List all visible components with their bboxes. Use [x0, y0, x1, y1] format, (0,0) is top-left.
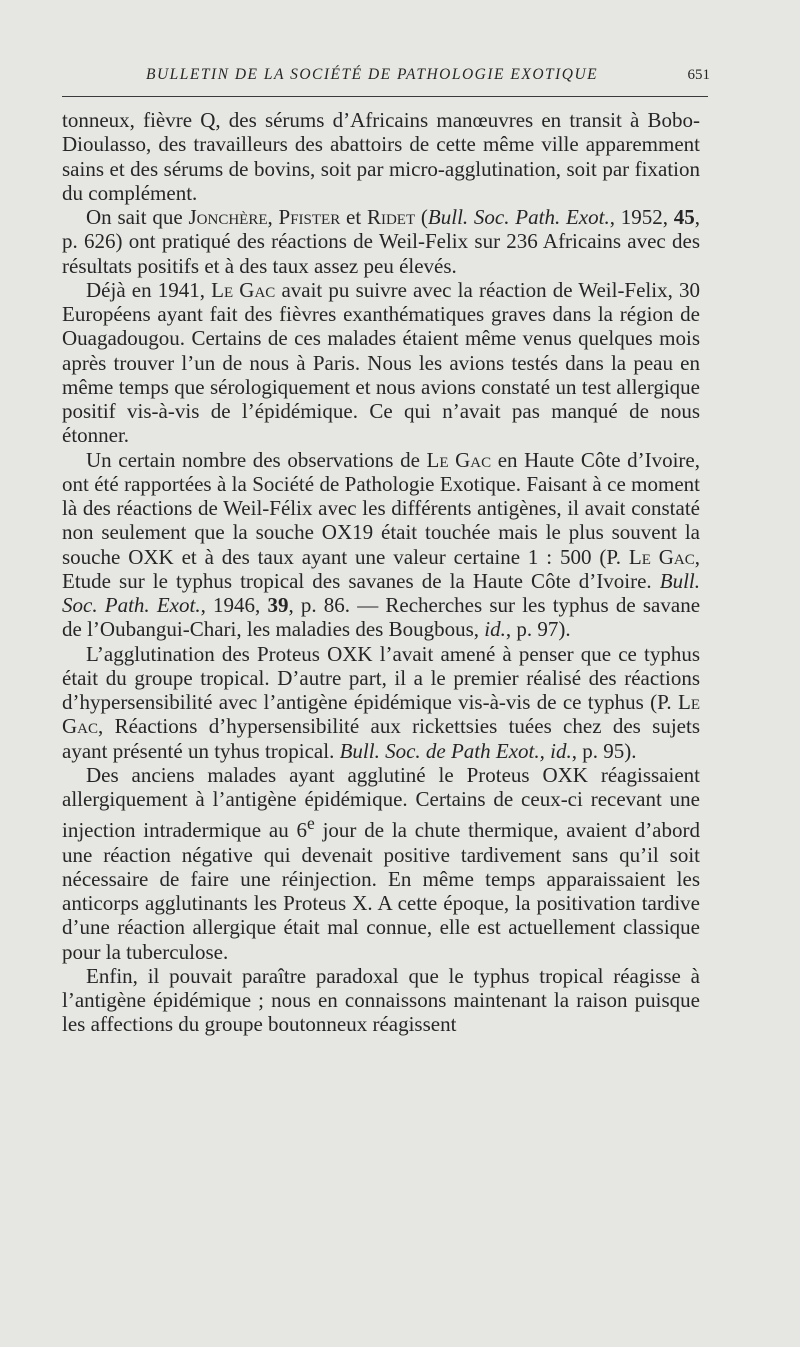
text-run: , Etude sur le typhus tropical des savanes de la Haute Côte d’Ivoire.	[62, 544, 700, 593]
volume-number: 45	[673, 205, 695, 229]
text-run: ,	[267, 205, 279, 229]
text-run: en Haute Côte d’Ivoire, ont été rapportées à la Société de Pathologie Exotique. Faisant à ce moment là des réactions de Weil-Félix avec les différents antigènes, il avait constaté non seulement que la souche OX19 était touchée mais le plus souvent la souche OXK et à des taux ayant une valeur certaine 1 : 500 (P.	[62, 447, 700, 569]
journal-reference: id.	[484, 617, 506, 642]
text-run: Déjà en 1941,	[86, 277, 212, 302]
author-name: Pfister	[278, 205, 341, 229]
journal-reference: Bull. Soc. de Path Exot., id.	[339, 738, 572, 763]
text-run: , Réactions d’hypersensibilité aux rickettsies tuées chez des sujets ayant présenté un tyhus tropical.	[62, 714, 700, 763]
author-name: Le Gac	[211, 277, 276, 302]
ordinal-superscript: e	[307, 813, 315, 834]
text-run: avait pu suivre avec la réaction de Weil-Felix, 30 Européens ayant fait des fièvres exanthématiques graves dans la région de Ouagadougou. Certains de ces malades étaient même venus quelques mois après trouver l’un de nous à Paris. Nous les avions testés dans la peau en même temps que sérologiquement et nous avions constaté un test allergique positif vis-à-vis de l’épidémique. Ce qui n’avait pas manqué de nous étonner.	[62, 277, 700, 448]
page-number: 651	[687, 67, 710, 83]
journal-reference: Bull. Soc. Path. Exot.	[62, 568, 700, 617]
author-name: Ridet	[366, 205, 416, 229]
text-run: , p. 95).	[571, 738, 637, 763]
paragraph-4	[62, 448, 700, 642]
paragraph-5	[62, 642, 700, 763]
paragraph-3	[62, 278, 700, 448]
paragraph-1	[62, 108, 700, 205]
running-title: BULLETIN DE LA SOCIÉTÉ DE PATHOLOGIE EXOTIQUE	[146, 66, 599, 83]
header-rule	[62, 96, 708, 97]
text-run: , p. 86. — Recherches sur les typhus de savane de l’Oubangui-Chari, les maladies des Bougbous,	[62, 593, 701, 642]
paragraph-7	[62, 964, 700, 1037]
article-body	[62, 108, 700, 1037]
text-run: (	[415, 205, 428, 229]
text-run: Des anciens malades ayant agglutiné le Proteus OXK réagissaient allergiquement à l’antigène épidémique. Certains de ceux-ci recevant une injection intradermique au 6	[62, 762, 700, 843]
text-run: Un certain nombre des observations de	[86, 447, 427, 472]
text-run: jour de la chute thermique, avaient d’abord une réaction négative qui devenait positive tardivement sans qu’il soit nécessaire de faire une réinjection. En même temps apparaissaient les anticorps agglutinants les Proteus X. A cette époque, la positivation tardive d’une réaction allergique était mal connue, elle est actuellement classique pour la tuberculose.	[62, 818, 700, 964]
paragraph-2	[62, 205, 700, 278]
author-name: Jonchère	[188, 205, 268, 229]
text-run: Enfin, il pouvait paraître paradoxal que le typhus tropical réagisse à l’antigène épidémique ; nous en connaissons maintenant la raison puisque les affections du groupe boutonneux réagissent	[62, 963, 700, 1037]
text-run: , 1952,	[609, 205, 674, 229]
page-header	[62, 66, 712, 90]
author-name: Le Gac	[426, 447, 492, 472]
text-run: On sait que	[86, 205, 189, 229]
author-name: Le Gac	[62, 690, 700, 739]
journal-reference: Bull. Soc. Path. Exot.	[427, 205, 610, 229]
text-run: , 1946,	[200, 593, 268, 617]
text-run: tonneux, fièvre Q, des sérums d’Africains manœuvres en transit à Bobo-Dioulasso, des travailleurs des abattoirs de cette même ville apparemment sains et des sérums de bovins, soit par micro-agglutination, soit par fixation du complément.	[62, 108, 700, 205]
text-run: , p. 97).	[505, 617, 571, 642]
volume-number: 39	[267, 593, 289, 617]
text-run: , p. 626) ont pratiqué des réactions de Weil-Felix sur 236 Africains avec des résultats positifs et à des taux assez peu élevés.	[62, 205, 701, 278]
author-name: Le Gac	[628, 544, 695, 569]
paragraph-6	[62, 763, 700, 964]
text-run: L’agglutination des Proteus OXK l’avait amené à penser que ce typhus était du groupe tropical. D’autre part, il a le premier réalisé des réactions d’hypersensibilité avec l’antigène épidémique vis-à-vis de ce typhus (P.	[62, 641, 700, 714]
text-run: et	[340, 205, 367, 229]
